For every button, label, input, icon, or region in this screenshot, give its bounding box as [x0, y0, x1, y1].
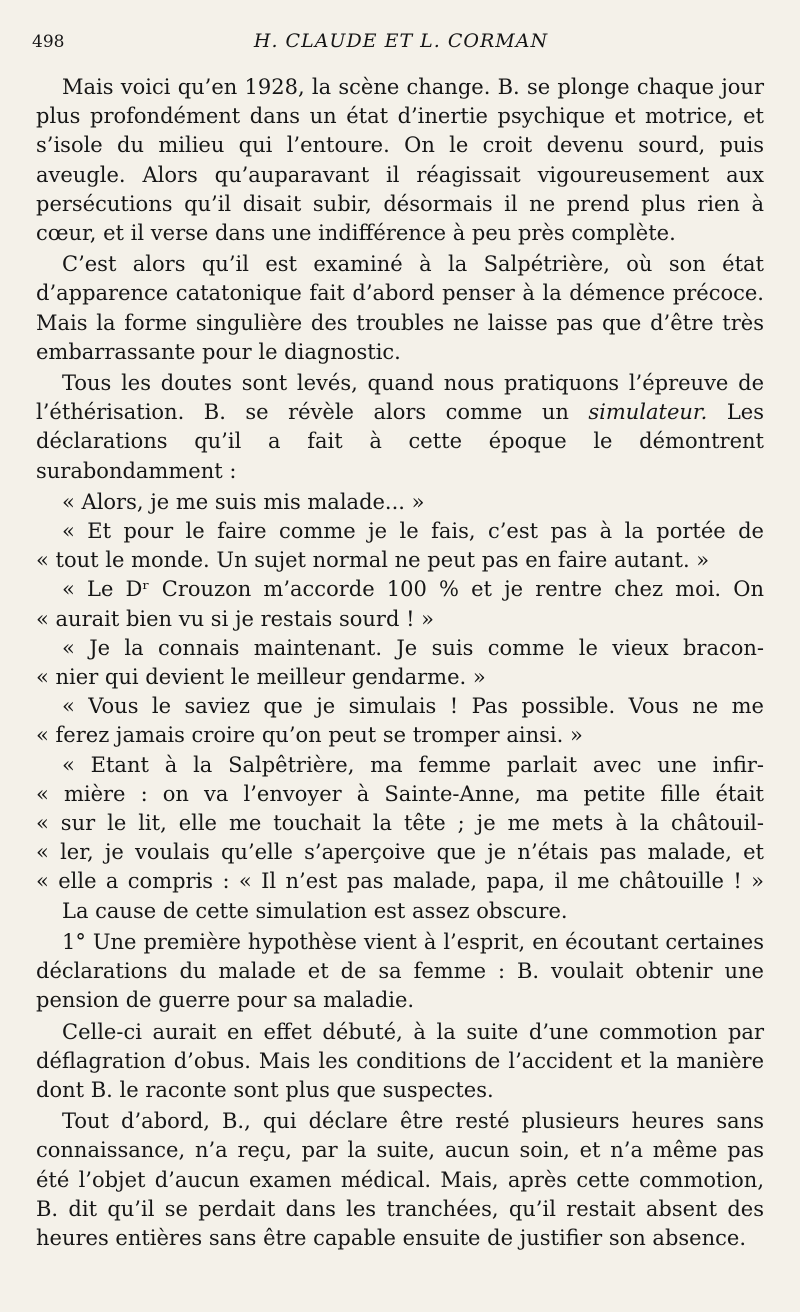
paragraph: Celle-ci aurait en effet débuté, à la suite d’une commotion par déflagration d’obus. Mais les conditions de l’accident et la manière dont B. le raconte sont plus que suspectes. — [36, 1019, 764, 1102]
quote-block — [36, 751, 764, 897]
quote-line: « ler, je voulais qu’elle s’aperçoive que je n’étais pas malade, et — [36, 840, 764, 865]
paragraph: Mais voici qu’en 1928, la scène change. B. se plonge chaque jour plus profondément dans un état d’inertie psychique et motrice, et s’isole du milieu qui l’entoure. On le croit devenu sourd, puis aveugle. Alors qu’auparavant il réagissait vigoureusement aux persécutions qu’il disait subir, désormais il ne prend plus rien à cœur, et il verse dans une indifférence à peu près complète. — [36, 75, 764, 246]
quote-line: « Vous le saviez que je simulais ! Pas possible. Vous ne me — [62, 694, 764, 719]
quote-block — [36, 575, 764, 633]
quote-line: « Alors, je me suis mis malade... » — [62, 489, 425, 514]
emphasis-word: simulateur. — [588, 400, 708, 425]
body-text — [36, 73, 764, 1255]
paragraph: 1° Une première hypothèse vient à l’esprit, en écoutant certaines déclarations du malade et de sa femme : B. voulait obtenir une pension de guerre pour sa maladie. — [36, 929, 764, 1013]
page-number: 498 — [32, 32, 65, 52]
paragraph — [36, 369, 764, 486]
paragraph: La cause de cette simulation est assez obscure. — [62, 898, 568, 923]
quote-line: « aurait bien vu si je restais sourd ! » — [36, 606, 435, 631]
paragraph-text: Tous les doutes sont levés, quand nous pratiquons l’épreuve de l’éthérisation. B. se révèle alors comme un — [36, 371, 764, 425]
quote-block — [36, 517, 764, 575]
quote-line: « nier qui devient le meilleur gendarme. » — [36, 665, 486, 690]
quote-line: « Je la connais maintenant. Je suis comme le vieux bracon- — [62, 635, 764, 660]
page-header — [32, 30, 770, 58]
quote-block — [36, 634, 764, 692]
quote-line: « tout le monde. Un sujet normal ne peut pas en faire autant. » — [36, 548, 710, 573]
paragraph: C’est alors qu’il est examiné à la Salpétrière, où son état d’apparence catatonique fait d’abord penser à la démence précoce. Mais la forme singulière des troubles ne laisse pas que d’être très embarrassante pour le diagnostic. — [36, 252, 764, 364]
quote-line: « Le Dʳ Crouzon m’accorde 100 % et je rentre chez moi. On — [62, 577, 764, 602]
quote-line: « mière : on va l’envoyer à Sainte-Anne, ma petite fille était — [36, 781, 764, 806]
paragraph-text: Les déclarations qu’il a fait à cette époque le démontrent surabondamment : — [36, 400, 764, 483]
quote-line: « Et pour le faire comme je le fais, c’est pas à la portée de — [62, 519, 764, 544]
quote-line: « elle a compris : « Il n’est pas malade, papa, il me châtouille ! » — [36, 869, 764, 894]
paragraph: Tout d’abord, B., qui déclare être resté plusieurs heures sans connaissance, n’a reçu, par la suite, aucun soin, et n’a même pas été l’objet d’aucun examen médical. Mais, après cette commotion, B. dit qu’il se perdait dans les tranchées, qu’il restait absent des heures entières sans être capable ensuite de justifier son absence. — [36, 1109, 764, 1250]
quote-line: « Etant à la Salpêtrière, ma femme parlait avec une infir- — [62, 752, 764, 777]
quote-line: « ferez jamais croire qu’on peut se tromper ainsi. » — [36, 723, 583, 748]
quote-line: « sur le lit, elle me touchait la tête ; je me mets à la châtouil- — [36, 811, 764, 836]
running-head: H. CLAUDE ET L. CORMAN — [253, 30, 549, 52]
quote-block — [36, 692, 764, 750]
quote-block — [36, 488, 764, 517]
